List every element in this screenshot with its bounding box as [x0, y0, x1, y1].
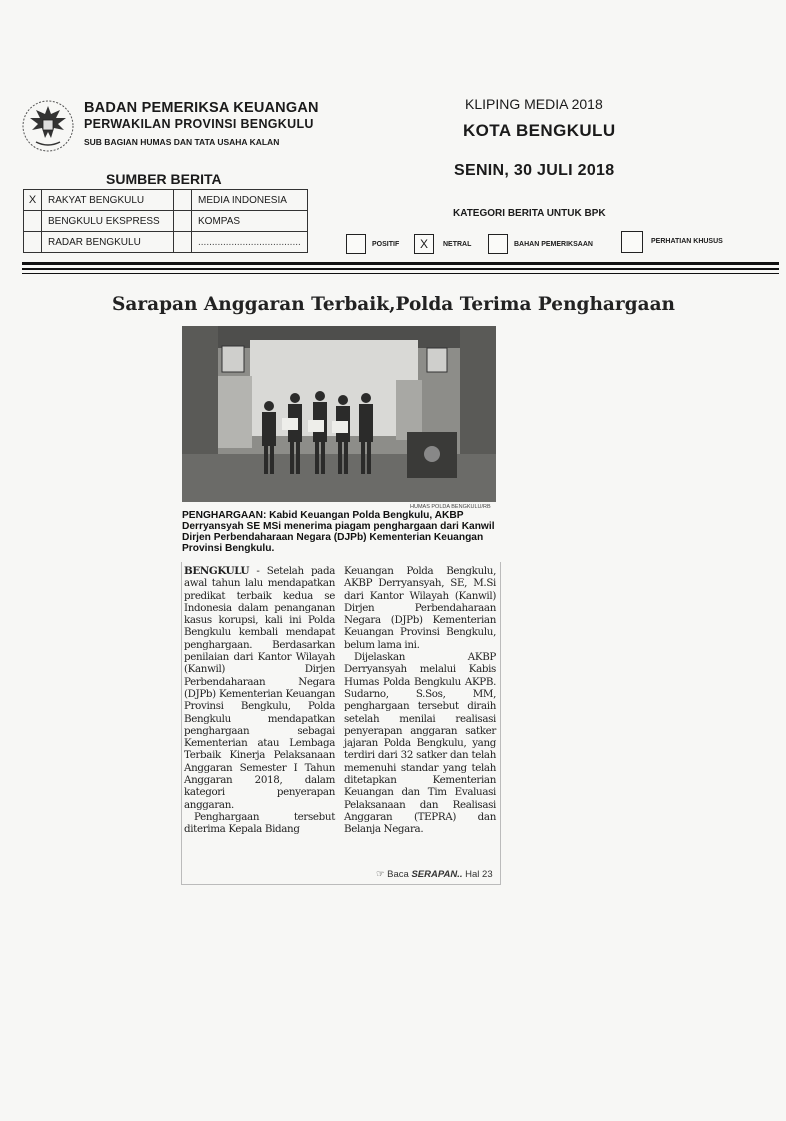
- category-label: POSITIF: [372, 241, 400, 248]
- category-checkbox-perhatian-khusus[interactable]: [621, 231, 643, 253]
- source-name: RAKYAT BENGKULU: [42, 190, 174, 211]
- baca-title: SERAPAN..: [411, 869, 463, 880]
- pointer-icon: ☞: [376, 869, 385, 880]
- article-column-1: [184, 565, 335, 836]
- source-row: [24, 190, 308, 211]
- category-label: PERHATIAN KHUSUS: [651, 238, 723, 245]
- source-checkbox[interactable]: [174, 232, 192, 253]
- source-checkbox[interactable]: [174, 211, 192, 232]
- source-title: SUMBER BERITA: [106, 171, 222, 187]
- source-name: BENGKULU EKSPRESS: [42, 211, 174, 232]
- source-name: RADAR BENGKULU: [42, 232, 174, 253]
- org-branch: PERWAKILAN PROVINSI BENGKULU: [84, 117, 314, 131]
- article-paragraph: Dijelaskan AKBP Derryansyah melalui Kabis Humas Polda Bengkulu AKPB. Sudarno, S.Sos, MM, penghargaan tersebut diraih setelah menilai realisasi penyerapan anggaran satker jajaran Polda Bengkulu, yang terdiri dari 32 satker dan telah memenuhi standar yang telah ditetapkan Kementerian Keuangan dan Tim Evaluasi Pelaksanaan dan Realisasi Anggaran (TEPRA) dan Belanja Negara.: [344, 651, 496, 836]
- source-checkbox[interactable]: [174, 190, 192, 211]
- category-checkbox-positif[interactable]: [346, 234, 366, 254]
- org-name: BADAN PEMERIKSA KEUANGAN: [84, 100, 319, 116]
- category-title: KATEGORI BERITA UNTUK BPK: [453, 208, 606, 219]
- category-label: NETRAL: [443, 241, 472, 248]
- source-other-blank[interactable]: .....................................: [192, 232, 308, 253]
- category-checkbox-bahan-pemeriksaan[interactable]: [488, 234, 508, 254]
- source-name: KOMPAS: [192, 211, 308, 232]
- award-ceremony-photo: [182, 326, 496, 502]
- garuda-emblem-icon: [20, 96, 76, 156]
- source-name: MEDIA INDONESIA: [192, 190, 308, 211]
- source-checkbox[interactable]: [24, 232, 42, 253]
- article-dateline: BENGKULU: [184, 565, 250, 577]
- date-label: SENIN, 30 JULI 2018: [454, 162, 615, 179]
- category-label: BAHAN PEMERIKSAAN: [514, 241, 593, 248]
- org-subdivision: SUB BAGIAN HUMAS DAN TATA USAHA KALAN: [84, 137, 280, 147]
- header-divider: [22, 262, 779, 265]
- article-paragraph: Keuangan Polda Bengkulu, AKBP Derryansyah, SE, M.Si dari Kantor Wilayah (Kanwil) Dirjen Perbendaharaan Negara (DJPb) Kementerian Keuangan Provinsi Bengkulu, belum lama ini.: [344, 565, 496, 651]
- source-table: [23, 189, 308, 253]
- photo-caption: PENGHARGAAN: Kabid Keuangan Polda Bengkulu, AKBP Derryansyah SE MSi menerima piagam penghargaan dari Kanwil Dirjen Perbendaharaan Negara (DJPb) Kementerian Keuangan Provinsi Bengkulu.: [182, 510, 495, 554]
- baca-page: Hal 23: [465, 869, 493, 880]
- continued-link[interactable]: [376, 869, 493, 880]
- article-paragraph: Penghargaan tersebut diterima Kepala Bidang: [184, 810, 335, 836]
- category-checkbox-netral[interactable]: X: [414, 234, 434, 254]
- source-checkbox[interactable]: X: [24, 190, 42, 211]
- header-divider: [22, 273, 779, 274]
- source-row: [24, 211, 308, 232]
- header-divider: [22, 268, 779, 270]
- source-checkbox[interactable]: [24, 211, 42, 232]
- article-paragraph: - Setelah pada awal tahun lalu mendapatkan predikat terbaik kedua se Indonesia dalam penanganan kasus korupsi, kali ini Polda Bengkulu kembali mendapat penghargaan. Berdasarkan penilaian dari Kantor Wilayah (Kanwil) Dirjen Perbendaharaan Negara (DJPb) Kementerian Keuangan Provinsi Bengkulu, Polda Bengkulu mendapatkan penghargaan sebagai Kementerian atau Lembaga Terbaik Kinerja Pelaksanaan Anggaran Semester I Tahun Anggaran 2018, dalam kategori penyerapan anggaran.: [184, 565, 335, 811]
- kliping-label: KLIPING MEDIA 2018: [465, 96, 603, 112]
- source-row: [24, 232, 308, 253]
- article-column-2: [344, 565, 496, 836]
- baca-prefix: Baca: [387, 869, 409, 880]
- photo-credit: HUMAS POLDA BENGKULU/RB: [410, 504, 491, 510]
- city-label: KOTA BENGKULU: [463, 121, 616, 140]
- article-headline: Sarapan Anggaran Terbaik,Polda Terima Penghargaan: [112, 294, 676, 315]
